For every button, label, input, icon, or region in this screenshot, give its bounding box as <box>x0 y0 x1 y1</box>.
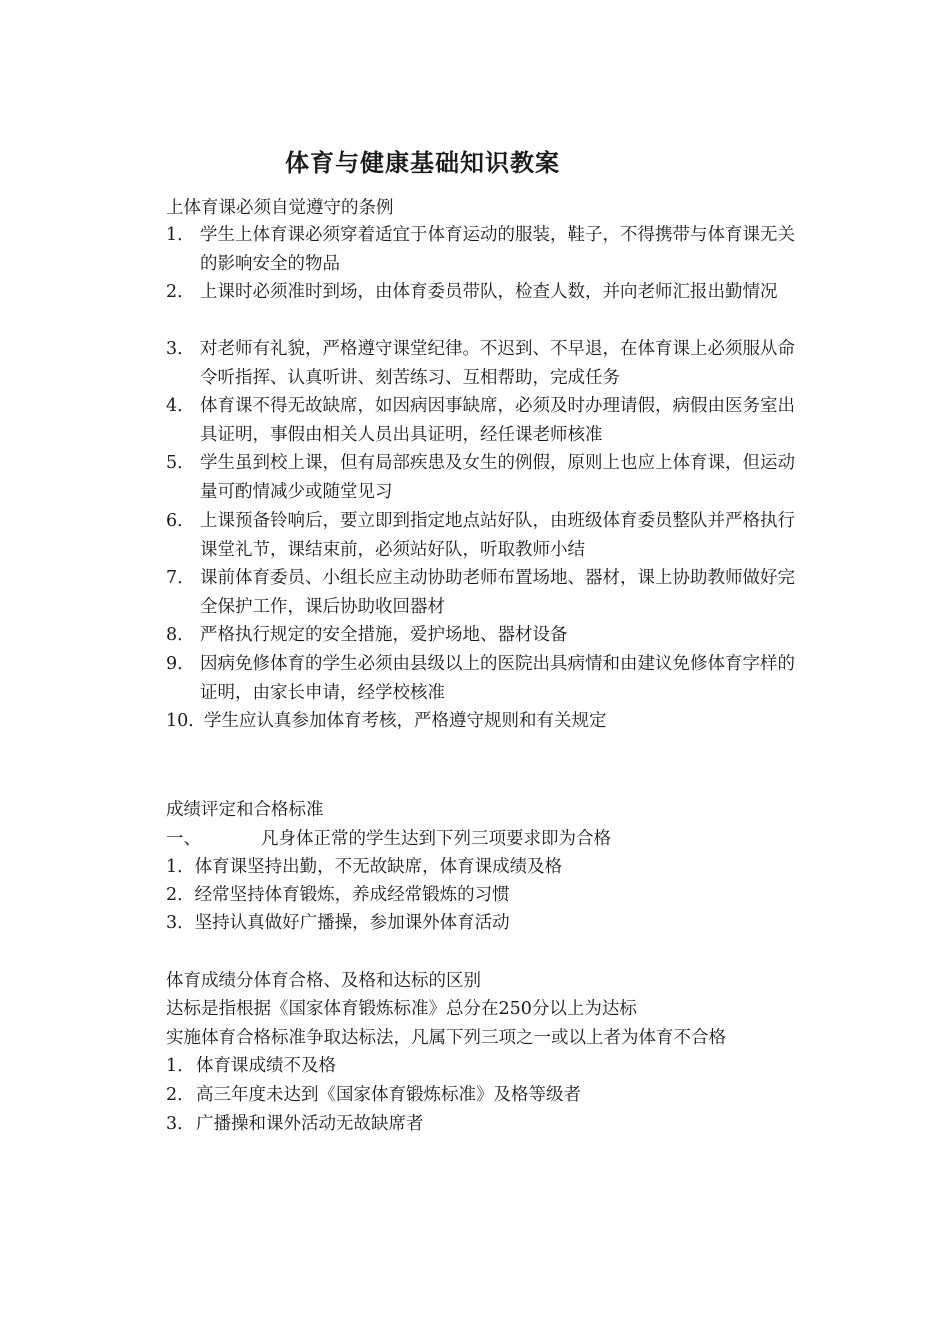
item-number: 3． <box>166 339 195 359</box>
section2-heading: 成绩评定和合格标准 <box>166 800 324 820</box>
list-item <box>166 507 806 564</box>
subheading-number: 一、 <box>166 829 201 849</box>
section3-line1: 体育成绩分体育合格、及格和达标的区别 <box>166 971 481 991</box>
item-text: 对老师有礼貌，严格遵守课堂纪律。不迟到、不早退，在体育课上必须服从命令听指挥、认真听讲、刻苦练习、互相帮助，完成任务 <box>200 339 795 388</box>
item-text: 学生上体育课必须穿着适宜于体育运动的服装，鞋子，不得携带与体育课无关的影响安全的物品 <box>200 225 795 274</box>
list-item <box>166 1053 336 1079</box>
section1-heading: 上体育课必须自觉遵守的条例 <box>166 198 394 218</box>
section3-line2: 达标是指根据《国家体育锻炼标准》总分在250分以上为达标 <box>166 999 637 1019</box>
list-item <box>166 910 510 936</box>
list-item <box>166 392 806 449</box>
item-number: 1． <box>166 225 195 245</box>
item-number: 2． <box>166 282 195 302</box>
item-text: 学生虽到校上课，但有局部疾患及女生的例假，原则上也应上体育课，但运动量可酌情减少或随堂见习 <box>200 453 795 502</box>
item-number: 2． <box>166 1085 195 1105</box>
list-item <box>166 854 562 880</box>
item-number: 3． <box>166 1114 195 1134</box>
item-text: 体育课不得无故缺席，如因病因事缺席，必须及时办理请假，病假由医务室出具证明，事假由相关人员出具证明，经任课老师核准 <box>200 396 795 445</box>
list-item <box>166 621 806 650</box>
list-item <box>166 1111 424 1137</box>
item-number: 10． <box>166 711 206 731</box>
subheading-text: 凡身体正常的学生达到下列三项要求即为合格 <box>261 829 611 849</box>
item-number: 3． <box>166 913 195 933</box>
section3-line3: 实施体育合格标准争取达标法，凡属下列三项之一或以上者为体育不合格 <box>166 1028 726 1048</box>
list-item <box>166 650 806 707</box>
item-text: 严格执行规定的安全措施，爱护场地、器材设备 <box>200 625 568 645</box>
list-item <box>166 882 510 908</box>
item-number: 7． <box>166 568 195 588</box>
item-text: 学生应认真参加体育考核，严格遵守规则和有关规定 <box>204 711 607 731</box>
item-number: 8． <box>166 625 195 645</box>
item-number: 5． <box>166 453 195 473</box>
item-number: 9． <box>166 654 195 674</box>
item-number: 1． <box>166 857 195 877</box>
item-number: 4． <box>166 396 195 416</box>
item-number: 1． <box>166 1056 195 1076</box>
item-text: 坚持认真做好广播操，参加课外体育活动 <box>194 913 510 933</box>
item-text: 高三年度未达到《国家体育锻炼标准》及格等级者 <box>196 1085 581 1105</box>
item-text: 经常坚持体育锻炼，养成经常锻炼的习惯 <box>194 885 510 905</box>
list-item <box>166 278 806 307</box>
item-text: 上课预备铃响后，要立即到指定地点站好队，由班级体育委员整队并严格执行课堂礼节，课结束前，必须站好队，听取教师小结 <box>200 511 795 560</box>
list-item <box>166 335 806 392</box>
document-title: 体育与健康基础知识教案 <box>285 148 560 177</box>
item-text: 课前体育委员、小组长应主动协助老师布置场地、器材，课上协助教师做好完全保护工作，课后协助收回器材 <box>200 568 795 617</box>
section2-subheading <box>166 826 611 852</box>
item-text: 体育课成绩不及格 <box>196 1056 336 1076</box>
item-number: 6． <box>166 511 195 531</box>
item-number: 2． <box>166 885 195 905</box>
item-text: 广播操和课外活动无故缺席者 <box>196 1114 424 1134</box>
list-item <box>166 564 806 621</box>
list-item <box>166 449 811 506</box>
list-item <box>166 221 806 278</box>
item-text: 上课时必须准时到场，由体育委员带队，检查人数，并向老师汇报出勤情况 <box>200 282 778 302</box>
list-item <box>166 1082 581 1108</box>
item-text: 体育课坚持出勤，不无故缺席，体育课成绩及格 <box>194 857 563 877</box>
item-text: 因病免修体育的学生必须由县级以上的医院出具病情和由建议免修体育字样的证明，由家长申请，经学校核准 <box>200 654 795 703</box>
list-item <box>166 707 806 736</box>
